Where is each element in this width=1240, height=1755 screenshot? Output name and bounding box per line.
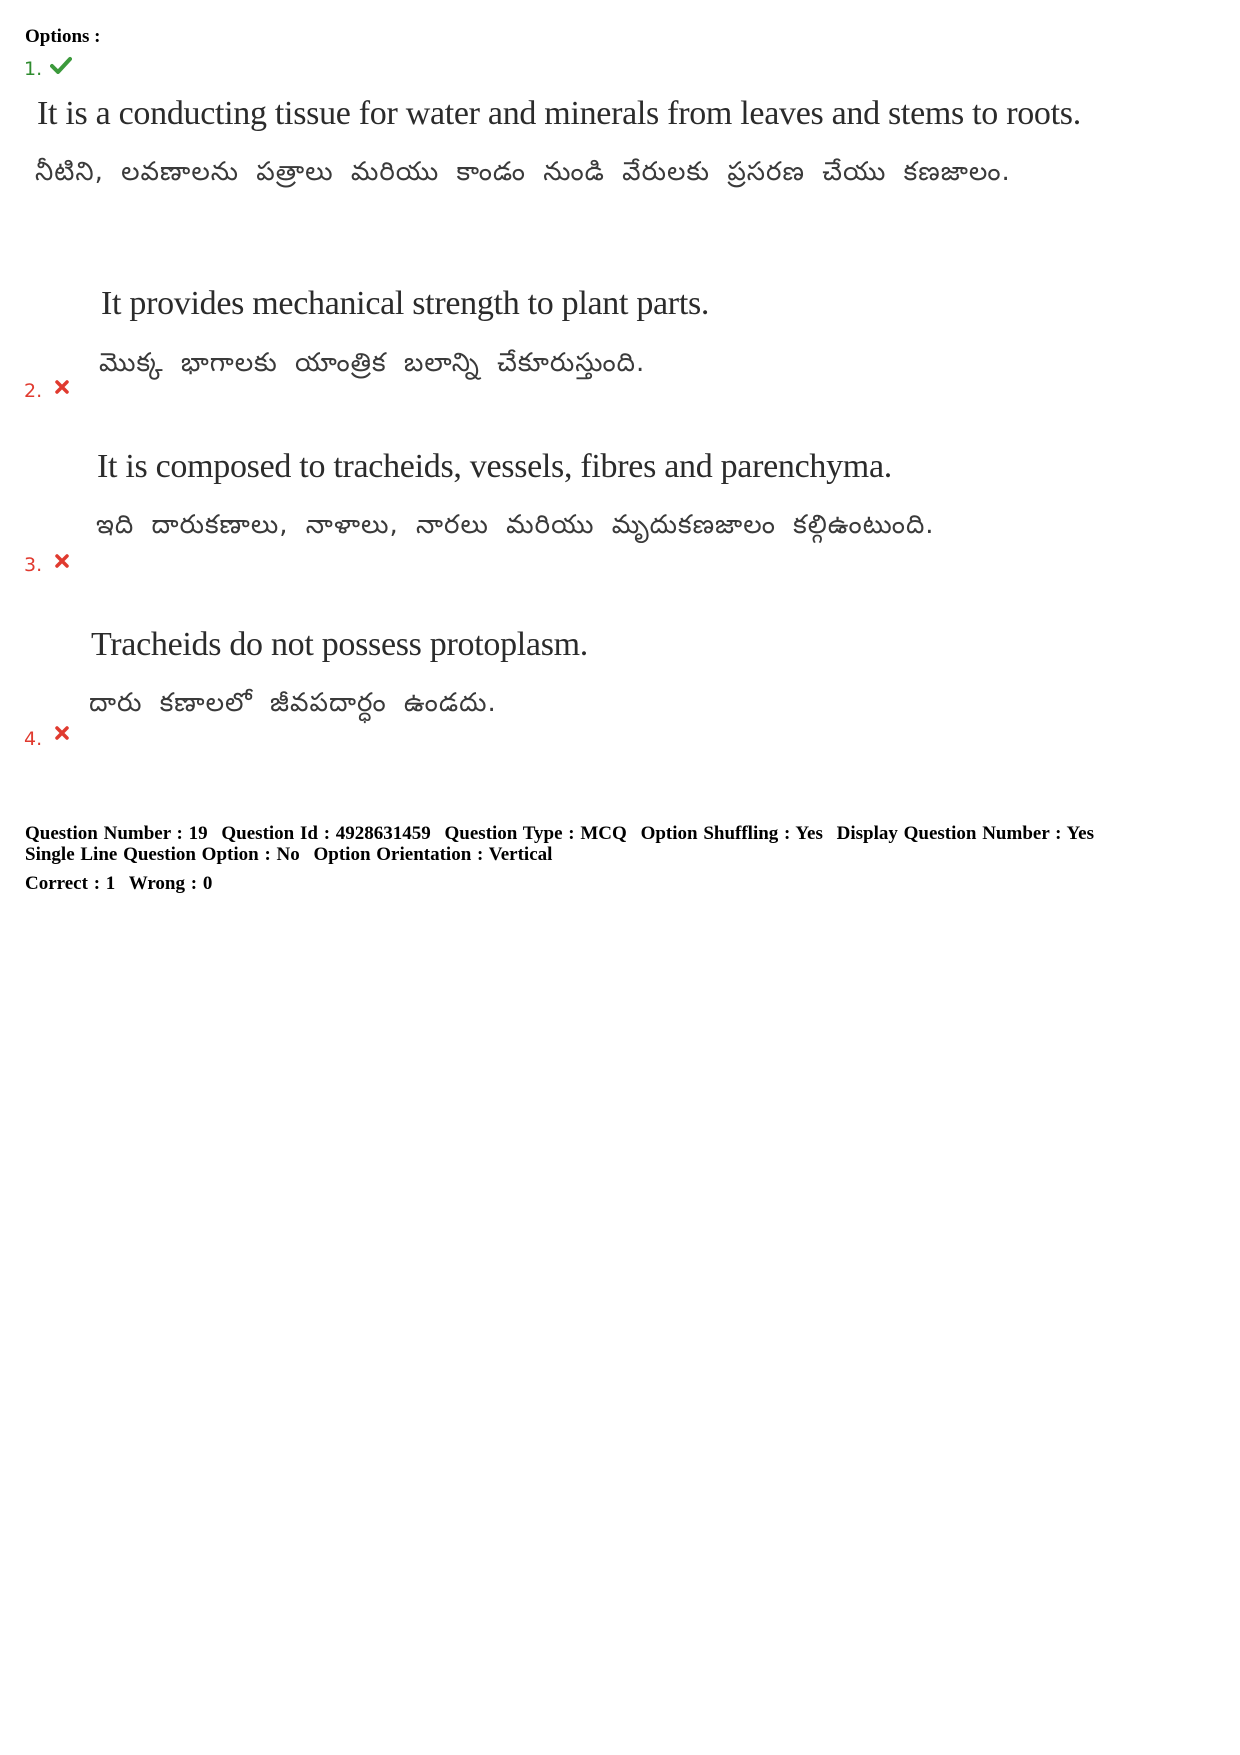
option-shuffling: Option Shuffling : Yes bbox=[640, 823, 823, 844]
option-text-english: Tracheids do not possess protoplasm. bbox=[91, 626, 588, 663]
cross-icon bbox=[55, 554, 69, 568]
options-label: Options : bbox=[25, 26, 101, 47]
option-orientation: Option Orientation : Vertical bbox=[313, 844, 553, 865]
marks-line bbox=[25, 873, 212, 895]
question-number: Question Number : 19 bbox=[25, 823, 208, 844]
check-icon bbox=[50, 56, 72, 74]
cross-icon bbox=[55, 380, 69, 394]
option-text-english: It is a conducting tissue for water and minerals from leaves and stems to roots. bbox=[37, 95, 1081, 132]
option-text-telugu: మొక్క భాగాలకు యాంత్రిక బలాన్ని చేకూరుస్తుంది. bbox=[99, 348, 646, 378]
question-meta-line-1 bbox=[25, 823, 1094, 845]
option-number: 2. bbox=[24, 380, 43, 402]
cross-icon bbox=[55, 726, 69, 740]
question-id: Question Id : 4928631459 bbox=[221, 823, 431, 844]
option-number: 3. bbox=[24, 554, 43, 576]
single-line-option: Single Line Question Option : No bbox=[25, 844, 300, 865]
display-question-number: Display Question Number : Yes bbox=[836, 823, 1094, 844]
option-number: 4. bbox=[24, 728, 43, 750]
question-meta-line-2 bbox=[25, 844, 552, 866]
question-type: Question Type : MCQ bbox=[444, 823, 627, 844]
option-text-english: It is composed to tracheids, vessels, fibres and parenchyma. bbox=[97, 448, 892, 485]
correct-marks: Correct : 1 bbox=[25, 873, 116, 894]
wrong-marks: Wrong : 0 bbox=[128, 873, 213, 894]
option-text-telugu: దారు కణాలలో జీవపదార్ధం ఉండదు. bbox=[89, 688, 497, 718]
option-text-english: It provides mechanical strength to plant parts. bbox=[101, 285, 710, 322]
option-number: 1. bbox=[24, 58, 43, 80]
option-text-telugu: నీటిని, లవణాలను పత్రాలు మరియు కాండం నుండి వేరులకు ప్రసరణ చేయు కణజాలం. bbox=[35, 157, 1011, 187]
option-text-telugu: ఇది దారుకణాలు, నాళాలు, నారలు మరియు మృదుకణజాలం కల్గిఉంటుంది. bbox=[96, 510, 935, 540]
